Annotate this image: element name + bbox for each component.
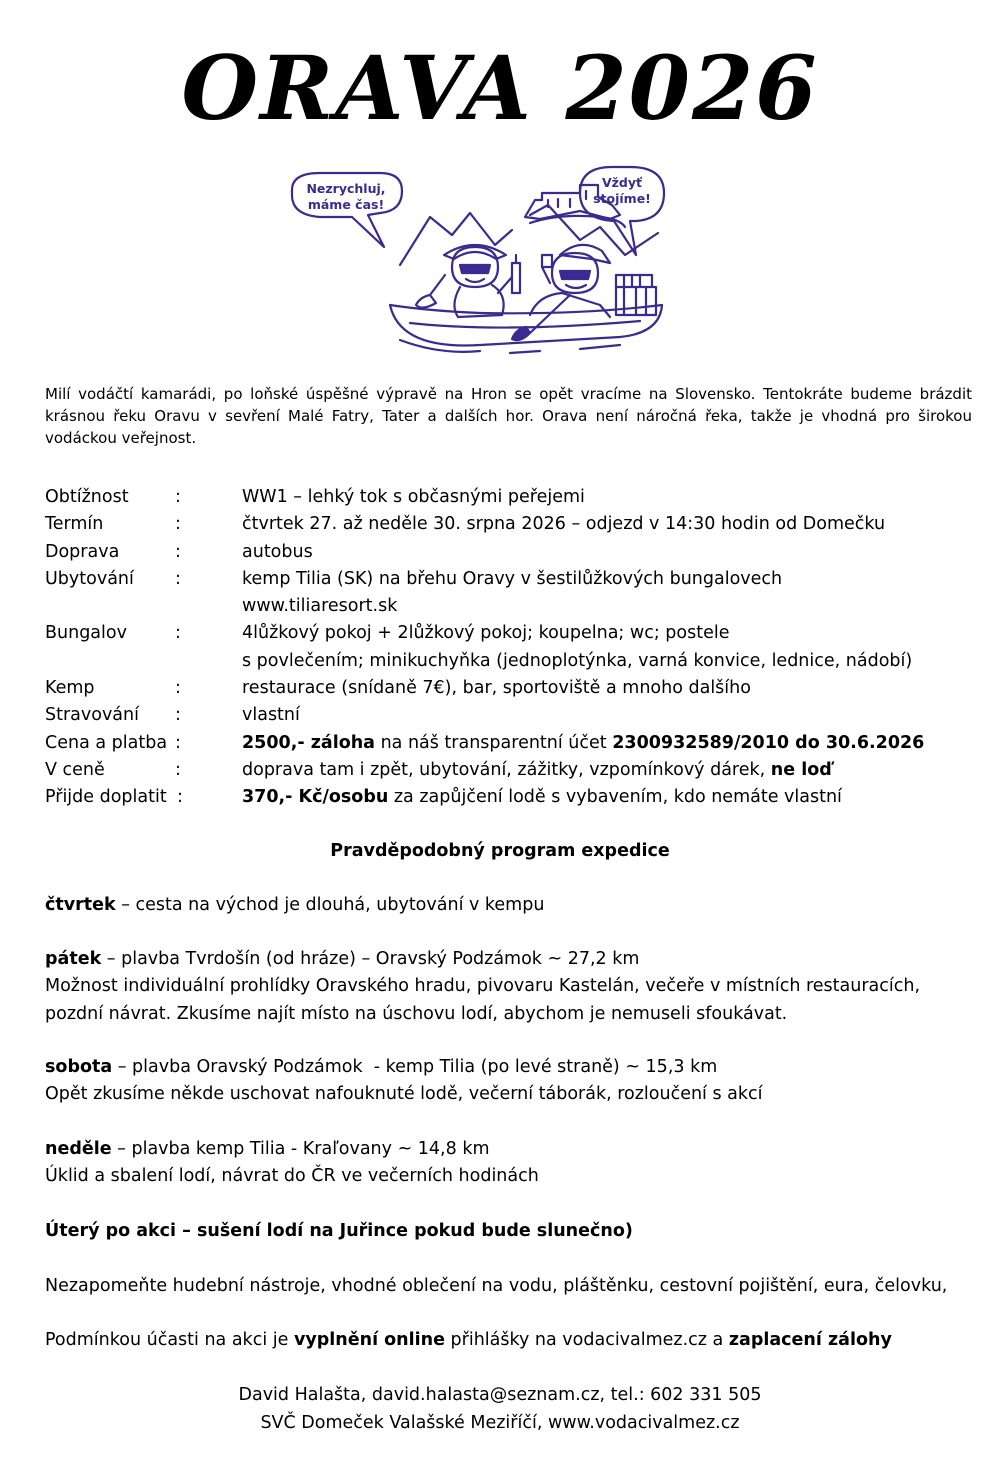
info-value: WW1 – lehký tok s občasnými peřejemi	[242, 487, 585, 507]
day-text: – plavba Oravský Podzámok - kemp Tilia (po levé straně) ~ 15,3 km	[112, 1057, 718, 1077]
bubble-left-line2: máme čas!	[307, 197, 385, 212]
bubble-right-line2: stojíme!	[593, 191, 651, 206]
day-text: Opět zkusíme někde uschovat nafouknuté lodě, večerní táborák, rozloučení s akcí	[45, 1084, 763, 1105]
speech-bubble-right	[580, 167, 664, 255]
reminder-text: Nezapomeňte hudební nástroje, vhodné oblečení na vodu, pláštěnku, cestovní pojištění, eura, čelovku,	[45, 1276, 948, 1296]
info-colon: :	[175, 678, 181, 699]
deposit-amount: 2500,- záloha	[242, 732, 375, 753]
day-label: čtvrtek	[45, 895, 116, 915]
intro-paragraph: Milí vodáčtí kamarádi, po loňské úspěšné výpravě na Hron se opět vracíme na Slovensko. Tentokráte budeme brázdit krásnou řeku Oravu v sevření Malé Fatry, Tater a dalších hor. Orava není náročná řeka, takže je vhodná pro širokou vodáckou veřejnost.	[45, 385, 972, 447]
info-row-date	[45, 511, 975, 538]
info-colon: :	[175, 487, 181, 507]
speech-bubble-left	[292, 173, 402, 247]
day-text: Úklid a sbalení lodí, návrat do ČR ve večerních hodinách	[45, 1166, 539, 1187]
info-value: restaurace (snídaně 7€), bar, sportoviště a mnoho dalšího	[242, 678, 751, 699]
canoe-illustration	[280, 155, 680, 360]
info-label: Termín	[45, 514, 104, 535]
info-row-price	[45, 730, 975, 757]
day-text: – cesta na východ je dlouhá, ubytování v kempu	[115, 895, 545, 915]
program-sunday	[45, 1136, 985, 1191]
online-registration: vyplnění online	[293, 1330, 445, 1350]
day-label: pátek	[45, 949, 102, 969]
info-colon: :	[175, 705, 181, 726]
day-label: sobota	[45, 1057, 113, 1077]
tuesday-note: Úterý po akci – sušení lodí na Juřince pokud bude slunečno)	[45, 1221, 633, 1241]
contact-organization: SVČ Domeček Valašské Meziříčí, www.vodacivalmez.cz	[260, 1412, 740, 1433]
info-colon: :	[175, 732, 181, 753]
info-row-included	[45, 757, 975, 784]
info-value: autobus	[242, 541, 313, 562]
info-label: Kemp	[45, 678, 95, 699]
day-text: – plavba kemp Tilia - Kraľovany ~ 14,8 km	[111, 1139, 490, 1159]
info-value: doprava tam i zpět, ubytování, zážitky, vzpomínkový dárek,	[242, 759, 771, 780]
info-label: Bungalov	[45, 623, 127, 644]
paddler-left	[416, 245, 520, 317]
info-row-transport	[45, 539, 975, 566]
info-label: Ubytování	[45, 568, 134, 589]
boat-rental-price: 370,- Kč/osobu	[242, 787, 389, 808]
deposit-payment: zaplacení zálohy	[728, 1330, 892, 1350]
info-colon: :	[175, 568, 181, 589]
contact-person: David Halašta, david.halasta@seznam.cz, tel.: 602 331 505	[238, 1385, 762, 1405]
info-value: čtvrtek 27. až neděle 30. srpna 2026 – odjezd v 14:30 hodin od Domečku	[242, 514, 886, 535]
info-value: za zapůjčení lodě s vybavením, kdo nemáte vlastní	[388, 787, 842, 808]
program-tuesday	[45, 1218, 985, 1245]
page-title: ORAVA 2026	[181, 36, 819, 140]
info-label: Obtížnost	[45, 487, 129, 507]
condition-text: Podmínkou účasti na akci je	[45, 1330, 294, 1350]
info-colon: :	[175, 514, 181, 535]
info-row-camp	[45, 675, 975, 702]
bubble-right-line1: Vždyť	[601, 175, 643, 190]
program-thursday	[45, 892, 985, 919]
contact-block	[0, 1382, 1000, 1437]
condition-text: přihlášky na vodacivalmez.cz a	[444, 1330, 729, 1350]
day-text: pozdní návrat. Zkusíme najít místo na úschovu lodí, abychom je nemuseli sfoukávat.	[45, 1003, 788, 1024]
info-value: vlastní	[242, 705, 300, 726]
trip-info-list	[45, 484, 975, 812]
info-label: Cena a platba	[45, 732, 168, 753]
info-value-cont: s povlečením; minikuchyňka (jednoplotýnka, varná konvice, lednice, nádobí)	[242, 650, 913, 671]
info-colon: :	[175, 623, 181, 644]
info-row-extra-cost	[45, 784, 975, 811]
condition-paragraph	[45, 1327, 985, 1354]
resort-link[interactable]: www.tiliaresort.sk	[242, 596, 398, 617]
info-label: Doprava	[45, 541, 120, 562]
program-title: Pravděpodobný program expedice	[330, 841, 670, 861]
reminder-paragraph	[45, 1273, 985, 1300]
not-included-note: ne loď	[770, 759, 832, 780]
info-row-difficulty	[45, 484, 975, 511]
info-colon: :	[177, 787, 183, 808]
info-value: 4lůžkový pokoj + 2lůžkový pokoj; koupelna; wc; postele	[242, 623, 730, 644]
info-value: kemp Tilia (SK) na břehu Oravy v šestilůžkových bungalovech	[242, 568, 783, 589]
day-label: neděle	[45, 1139, 112, 1159]
info-row-bungalow	[45, 620, 975, 675]
bubble-left-line1: Nezrychluj,	[306, 181, 386, 196]
info-colon: :	[175, 759, 181, 780]
account-number: 2300932589/2010 do 30.6.2026	[612, 732, 925, 753]
info-row-accommodation	[45, 566, 975, 621]
info-row-meals	[45, 702, 975, 729]
info-label: V ceně	[45, 759, 105, 780]
info-label: Přijde doplatit	[45, 787, 167, 808]
info-label: Stravování	[45, 705, 139, 726]
info-colon: :	[175, 541, 181, 562]
program-saturday	[45, 1054, 985, 1109]
day-text: Možnost individuální prohlídky Oravského hradu, pivovaru Kastelán, večeře v místních restauracích,	[45, 976, 921, 997]
info-value: na náš transparentní účet	[375, 732, 613, 753]
day-text: – plavba Tvrdošín (od hráze) – Oravský Podzámok ~ 27,2 km	[101, 949, 640, 969]
program-friday	[45, 946, 985, 1028]
